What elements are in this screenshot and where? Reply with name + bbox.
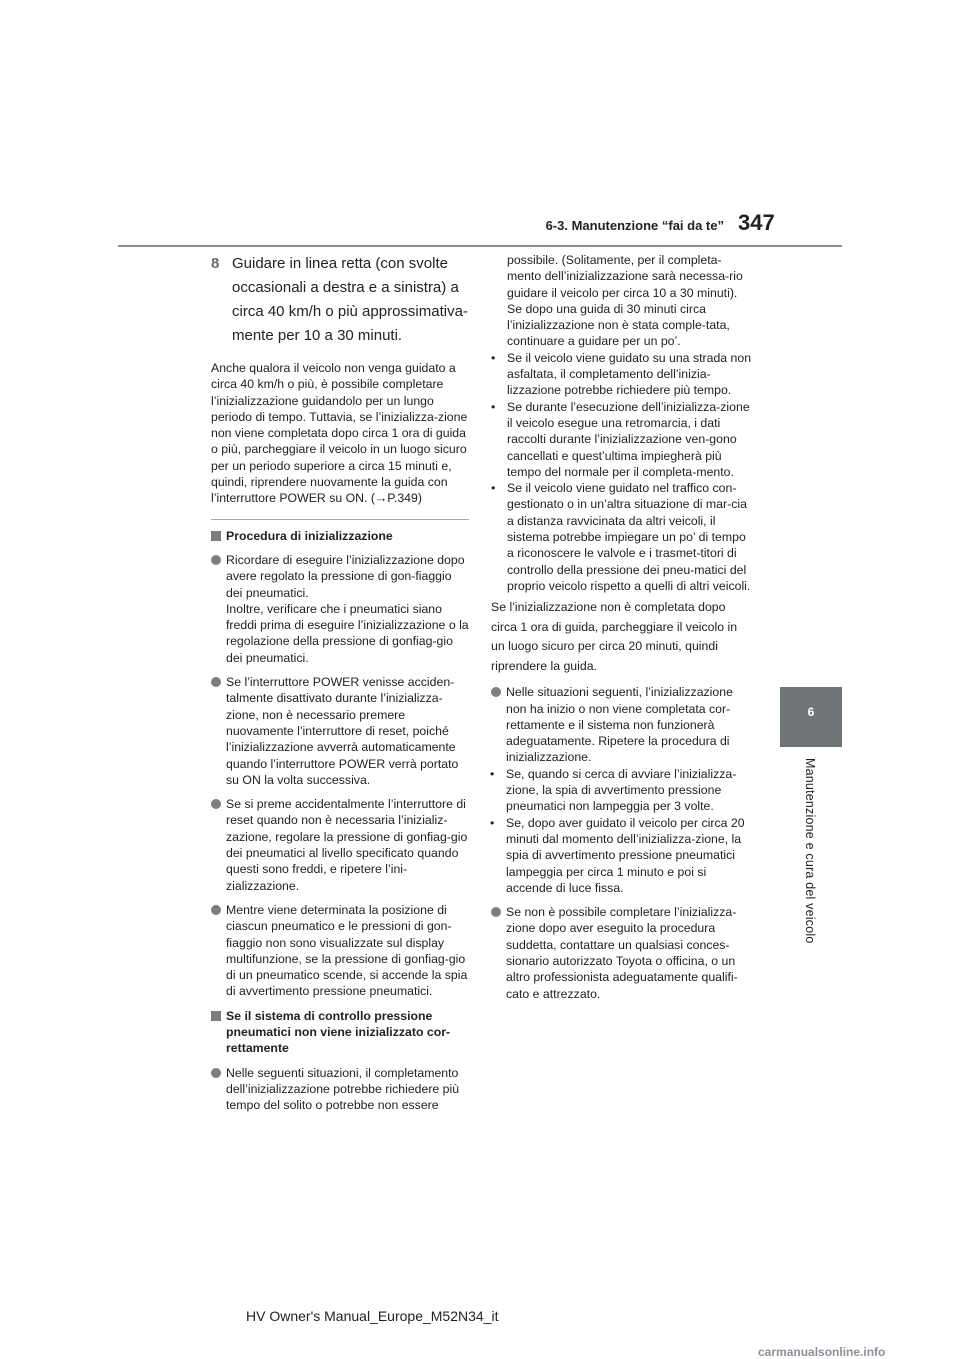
chapter-label: Manutenzione e cura del veicolo: [803, 758, 817, 944]
section-title: 6-3. Manutenzione “fai da te”: [545, 218, 724, 233]
list-item: [211, 552, 469, 666]
dash-item: [491, 350, 753, 399]
page-reference-link[interactable]: (→P.349): [370, 491, 422, 506]
round-bullet-icon: [491, 687, 501, 697]
chapter-tab[interactable]: [780, 687, 842, 747]
plain-paragraph: Se l’inizializzazione non è completata dopo circa 1 ora di guida, parcheggiare il veicolo in un luogo sicuro per circa 20 minuti, quindi riprendere la guida.: [491, 600, 738, 673]
page-number: 347: [738, 210, 775, 235]
list-item: [211, 1065, 469, 1114]
dash-bullet-icon: •: [490, 815, 495, 830]
section-heading-text: Se il sistema di controllo pressione pneumatici non viene inizializzato cor-rettamente: [226, 1008, 451, 1056]
header-divider: [118, 245, 842, 247]
left-column: [211, 252, 469, 1121]
list-item: [211, 902, 469, 1000]
round-bullet-icon: [211, 799, 221, 809]
list-item: [491, 904, 753, 1002]
dash-bullet-icon: •: [491, 399, 496, 414]
dash-item-text: Se, quando si cerca di avviare l’inizializza-zione, la spia di avvertimento pressione pneumatici non lampeggia per 3 volte.: [506, 766, 737, 814]
dash-item: [491, 399, 753, 480]
list-item-text: Mentre viene determinata la posizione di ciascun pneumatico e le pressioni di gon-fiaggio non sono visualizzate sul display multifunzione, se la pressione di gonfiag-gio di un pneumatico scende, si accende la spia di avvertimento pressione pneumatici.: [226, 902, 468, 999]
dash-item-text: Se, dopo aver guidato il veicolo per circa 20 minuti dal momento dell’inizializza-zione, la spia di avvertimento pressione pneumatici lampeggia per circa 1 minuto e poi si accende di luce fissa.: [506, 815, 745, 895]
round-bullet-icon: [211, 1068, 221, 1078]
dash-bullet-icon: •: [491, 481, 496, 496]
section-heading-text: Procedura di inizializzazione: [226, 528, 393, 543]
round-bullet-icon: [491, 907, 501, 917]
dash-item: [491, 480, 753, 594]
step-number: 8: [211, 255, 220, 272]
dash-item: [490, 766, 753, 815]
footer-manual-id: HV Owner's Manual_Europe_M52N34_it: [246, 1308, 499, 1324]
watermark: carmanualsonline.info: [758, 1345, 886, 1359]
step-note: [211, 360, 469, 507]
section-heading-procedure: [211, 528, 469, 544]
list-item: [211, 674, 469, 788]
dash-bullet-icon: •: [490, 766, 495, 781]
round-bullet-icon: [211, 905, 221, 915]
dash-item-text: Se durante l’esecuzione dell’inizializza-zione il veicolo esegue una retromarcia, i dati raccolti durante l’inizializzazione ven-gono cancellati e quest’ultima impiegherà più tempo del normale per il completa-mento.: [507, 399, 750, 479]
square-bullet-icon: [211, 531, 221, 541]
dash-list: [491, 350, 753, 594]
dash-item-text: Se il veicolo viene guidato nel traffico con-gestionato o in un’altra situazione di mar-cia a distanza ravvicinata da altri veicoli, il sistema potrebbe impiegare un po’ di tempo a riconoscere le valvole e i trasmet-titori di controllo della pressione dei pneu-matici del proprio veicolo rispetto a quelli di altri veicoli.: [507, 481, 751, 593]
step-text: Guidare in linea retta (con svolte occasionali a destra e a sinistra) a circa 40 km/h o più approssimativa-mente per 10 a 30 minuti.: [232, 255, 468, 344]
round-bullet-icon: [211, 555, 221, 565]
list-item-text: Se l’interruttore POWER venisse acciden-talmente disattivato durante l’inizializza-zione, non è necessario premere nuovamente l’interruttore di reset, poiché l’inizializzazione avverrà automaticamente quando l’interruttore POWER verrà portato su ON la volta successiva.: [226, 675, 459, 787]
list-item-text: Se si preme accidentalmente l’interruttore di reset quando non è necessaria l’inizializ-zazione, regolare la pressione di gonfiag-gio dei pneumatici al livello specificato quando questi sono freddi, e ripetere l’ini-zializzazione.: [226, 797, 468, 893]
section-divider: [211, 519, 469, 520]
list-item-text: Nelle seguenti situazioni, il completamento dell’inizializzazione potrebbe richiedere più tempo del solito o potrebbe non essere: [226, 1065, 460, 1113]
list-item-body: [490, 684, 753, 896]
continued-text: possibile. (Solitamente, per il completa-mento dell’inizializzazione sarà necessa-rio guidare il veicolo per circa 10 a 30 minuti). Se dopo una guida di 30 minuti circa l’inizializzazione non è stata comple-tata, continuare a guidare per un po’.: [507, 253, 743, 349]
section-heading-not-initialized: [211, 1008, 469, 1057]
list-item: [491, 684, 753, 896]
dash-item-text: Se il veicolo viene guidato su una strada non asfaltata, il completamento dell’inizia-lizzazione potrebbe richiedere più tempo.: [507, 350, 752, 398]
dash-item: [490, 815, 753, 896]
list-item: [211, 796, 469, 894]
dash-bullet-icon: •: [491, 350, 496, 365]
step-8: [211, 252, 469, 348]
list-item-text: Se non è possibile completare l’inizializza-zione dopo aver eseguito la procedura suddetta, contattare un qualsiasi conces-sionario autorizzato Toyota o officina, o un altro professionista adeguatamente qualifi-cato e attrezzato.: [506, 905, 738, 1001]
step-note-text: Anche qualora il veicolo non venga guidato a circa 40 km/h o più, è possibile completare l’inizializzazione guidandolo per un lungo periodo di tempo. Tuttavia, se l’inizializza-zione non viene completata dopo circa 1 ora di guida o più, parcheggiare il veicolo in un luogo sicuro per un periodo superiore a circa 15 minuti e, quindi, riprendere nuovamente la guida con l’interruttore POWER su ON.: [211, 361, 468, 506]
square-bullet-icon: [211, 1011, 221, 1021]
chapter-number: 6: [807, 705, 815, 719]
right-column: [491, 252, 753, 1010]
list-item-text: Ricordare di eseguire l’inizializzazione dopo avere regolato la pressione di gon-fiaggio dei pneumatici. Inoltre, verificare che i pneumatici siano freddi prima di eseguire l’inizializzazione o la regolazione della pressione di gonfiag-gio dei pneumatici.: [226, 552, 469, 665]
round-bullet-icon: [211, 677, 221, 687]
list-item-text: Nelle situazioni seguenti, l’inizializzazione non ha inizio o non viene completata cor-rettamente e il sistema non funzionerà adeguatamente. Ripetere la procedura di inizializzazione.: [506, 685, 733, 765]
